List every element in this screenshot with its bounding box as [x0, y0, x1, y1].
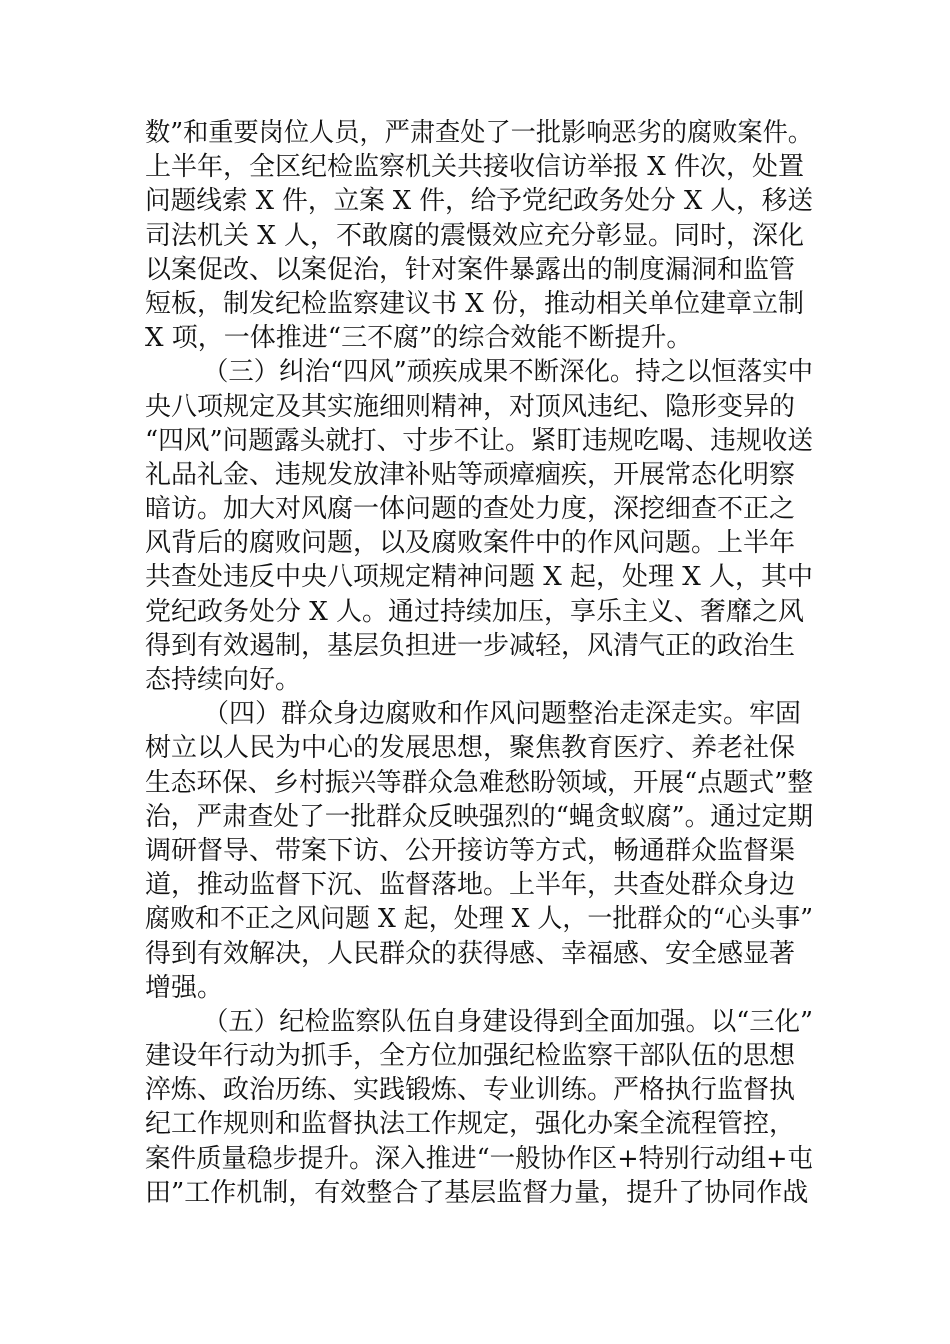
text-line: 上半年，全区纪检监察机关共接收信访举报 X 件次，处置: [145, 152, 805, 183]
text-line: “四风”问题露头就打、寸步不让。紧盯违规吃喝、违规收送: [145, 425, 813, 456]
text-line: 问题线索 X 件，立案 X 件，给予党纪政务处分 X 人，移送: [145, 186, 813, 217]
text-line: 生态环保、乡村振兴等群众急难愁盼领域，开展“点题式”整: [145, 767, 813, 798]
text-line: 淬炼、政治历练、实践锻炼、专业训练。严格执行监督执: [145, 1075, 796, 1106]
text-line: 共查处违反中央八项规定精神问题 X 起，处理 X 人，其中: [145, 562, 813, 593]
text-line: 调研督导、带案下访、公开接访等方式，畅通群众监督渠: [145, 835, 796, 866]
text-line: 纪工作规则和监督执法工作规定，强化办案全流程管控，: [145, 1109, 796, 1140]
text-line: X 项，一体推进“三不腐”的综合效能不断提升。: [145, 323, 693, 354]
text-line: 风背后的腐败问题，以及腐败案件中的作风问题。上半年: [145, 528, 796, 559]
text-line: 司法机关 X 人，不敢腐的震慑效应充分彰显。同时，深化: [145, 220, 805, 251]
text-line: 案件质量稳步提升。深入推进“一般协作区+特别行动组+屯: [145, 1143, 813, 1174]
text-line: 以案促改、以案促治，针对案件暴露出的制度漏洞和监管: [145, 254, 796, 285]
text-line: 建设年行动为抓手，全方位加强纪检监察干部队伍的思想: [145, 1041, 796, 1072]
text-line: 央八项规定及其实施细则精神，对顶风违纪、隐形变异的: [145, 391, 796, 422]
text-line: 礼品礼金、违规发放津补贴等顽瘴痼疾，开展常态化明察: [145, 459, 796, 490]
text-line: 得到有效解决，人民群众的获得感、幸福感、安全感显著: [145, 938, 796, 969]
text-line: 腐败和不正之风问题 X 起，处理 X 人，一批群众的“心头事”: [145, 904, 813, 935]
text-line: 暗访。加大对风腐一体问题的查处力度，深挖细查不正之: [145, 494, 796, 525]
body-text: [145, 116, 813, 1210]
text-line: 数”和重要岗位人员，严肃查处了一批影响恶劣的腐败案件。: [145, 118, 813, 148]
paragraph-first-line: （五）纪检监察队伍自身建设得到全面加强。以“三化”: [203, 1006, 813, 1037]
text-line: 态持续向好。: [145, 665, 302, 695]
text-line: 树立以人民为中心的发展思想，聚焦教育医疗、养老社保: [145, 733, 796, 764]
text-line: 得到有效遏制，基层负担进一步减轻，风清气正的政治生: [145, 630, 796, 661]
text-line: 道，推动监督下沉、监督落地。上半年，共查处群众身边: [145, 870, 796, 901]
paragraph-first-line: （四）群众身边腐败和作风问题整治走深走实。牢固: [203, 699, 802, 730]
text-line: 治，严肃查处了一批群众反映强烈的“蝇贪蚁腐”。通过定期: [145, 801, 813, 832]
text-line: 党纪政务处分 X 人。通过持续加压，享乐主义、奢靡之风: [145, 596, 805, 627]
paragraph-first-line: （三）纠治“四风”顽疾成果不断深化。持之以恒落实中: [203, 357, 813, 388]
text-line: 田”工作机制，有效整合了基层监督力量，提升了协同作战: [145, 1177, 809, 1208]
text-line: 增强。: [145, 972, 224, 1003]
text-line: 短板，制发纪检监察建议书 X 份，推动相关单位建章立制: [145, 288, 805, 319]
